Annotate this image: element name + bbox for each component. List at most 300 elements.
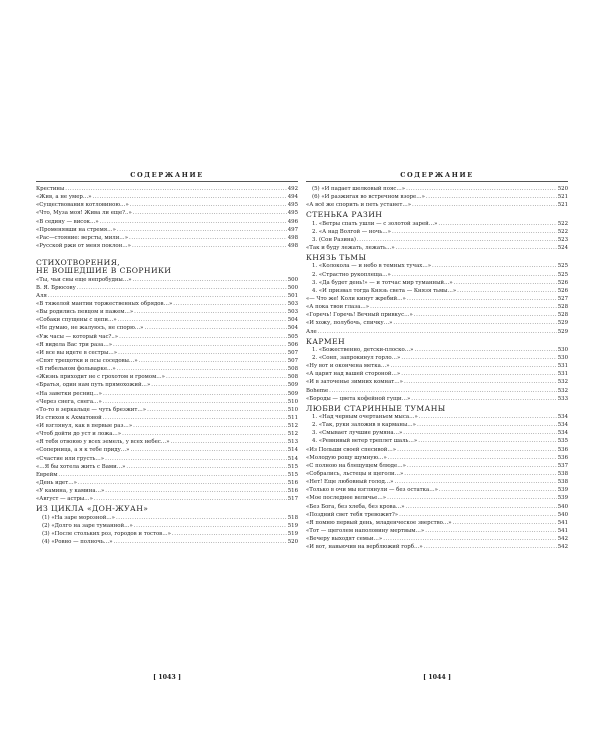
toc-entry	[36, 406, 298, 414]
toc-entry	[306, 262, 568, 270]
entry-page-number: 527	[557, 295, 568, 302]
page-title: СОДЕРЖАНИЕ	[130, 171, 204, 179]
entry-title: «В тяжелой мантии торжественных обрядов…»	[36, 300, 173, 307]
entry-title: «Только в очи мы взглянули — без остатка…»	[306, 487, 438, 494]
entry-page-number: 532	[557, 379, 568, 386]
toc-entry	[306, 387, 568, 395]
dot-leader	[103, 390, 287, 398]
entry-page-number: 506	[287, 341, 298, 348]
dot-leader	[129, 234, 287, 242]
dot-leader	[133, 422, 287, 430]
toc-entry	[306, 511, 568, 519]
dot-leader	[173, 300, 286, 308]
entry-title: «И хожу, полубочь, спичку…»	[306, 320, 393, 327]
entry-page-number: 526	[557, 279, 568, 286]
dot-leader	[414, 346, 556, 354]
entry-title: «Из Польши своей спесивой…»	[306, 446, 397, 453]
dot-leader	[387, 494, 557, 502]
entry-title: «— Что же! Коли кинут жребий…»	[306, 295, 406, 302]
dot-leader	[133, 209, 287, 217]
toc-entry	[36, 463, 298, 471]
toc-entry	[36, 292, 298, 300]
entry-page-number: 495	[287, 210, 298, 217]
toc-entry	[36, 422, 298, 430]
entry-title: «Рас—стояние: версты, мили…»	[36, 234, 128, 241]
page-number: [ 1044 ]	[423, 674, 451, 681]
entry-page-number: 508	[287, 366, 298, 373]
title-rule	[306, 181, 568, 182]
toc-entry	[36, 365, 298, 373]
dot-leader	[144, 324, 286, 332]
entry-page-number: 529	[557, 320, 568, 327]
toc-entry	[36, 234, 298, 242]
entry-page-number: 536	[557, 446, 568, 453]
entry-title: 2. «Страстно рукоплеща…»	[312, 271, 391, 278]
entry-title: 2. «Сонп, запрокинул горло…»	[312, 355, 401, 361]
dot-leader	[406, 503, 557, 511]
dot-leader	[383, 535, 557, 543]
toc-right	[306, 185, 568, 551]
entry-page-number: 541	[557, 519, 568, 526]
entry-title: «Через снега, снега…»	[36, 398, 102, 405]
entry-title: (4) «Ровно — полночь…»	[42, 539, 113, 546]
entry-title: «Спят трещотки и псы соседовы…»	[36, 357, 138, 364]
entry-title: 1. «Божественно, детски-плоско…»	[312, 346, 414, 353]
entry-page-number: 512	[287, 431, 298, 438]
entry-page-number: 510	[287, 406, 298, 413]
entry-page-number: 525	[557, 271, 568, 278]
toc-entry	[306, 201, 568, 209]
section-heading: СТЕНЬКА РАЗИН	[306, 210, 383, 220]
entry-page-number: 534	[557, 430, 568, 437]
entry-page-number: 526	[557, 287, 568, 294]
dot-leader	[118, 316, 287, 324]
entry-page-number: 515	[287, 463, 298, 470]
entry-page-number: 542	[557, 544, 568, 551]
entry-page-number: 498	[287, 234, 298, 241]
dot-leader	[117, 365, 287, 373]
dot-leader	[404, 470, 556, 478]
toc-entry	[306, 486, 568, 494]
dot-leader	[396, 244, 557, 252]
entry-page-number: 519	[287, 530, 298, 537]
entry-title: «Тот — щеголем наполовину мертвым…»	[306, 528, 425, 535]
entry-page-number: 515	[287, 471, 298, 478]
entry-page-number: 507	[287, 349, 298, 356]
entry-page-number: 530	[557, 346, 568, 353]
entry-title: Але	[306, 328, 317, 335]
dot-leader	[151, 381, 286, 389]
dot-leader	[48, 292, 287, 300]
dot-leader	[407, 462, 557, 470]
entry-title: «Вы родились певцом и пажем…»	[36, 309, 134, 316]
entry-title: «Я помню первый день, младенческое зверство…»	[306, 519, 452, 526]
dot-leader	[93, 193, 287, 201]
toc-entry	[36, 414, 298, 422]
entry-page-number: 516	[287, 480, 298, 487]
entry-page-number: 503	[287, 309, 298, 316]
dot-leader	[432, 262, 557, 270]
entry-title: «На заветки ресниц…»	[36, 390, 102, 397]
dot-leader	[94, 495, 287, 503]
toc-entry	[36, 201, 298, 209]
entry-page-number: 525	[557, 263, 568, 270]
toc-entry	[36, 514, 298, 522]
entry-title: (5) «И падает шелковый пояс…»	[312, 186, 406, 192]
toc-entry	[306, 446, 568, 454]
entry-page-number: 528	[557, 304, 568, 311]
dot-leader	[404, 378, 557, 386]
toc-group	[306, 346, 568, 403]
dot-leader	[403, 429, 556, 437]
entry-title: «Жизнь приходит не с грохотом и громом…»	[36, 374, 165, 381]
entry-page-number: 500	[287, 284, 298, 291]
entry-title: «Ну вот и окончена метка…»	[306, 363, 390, 370]
entry-page-number: 542	[557, 536, 568, 543]
dot-leader	[394, 478, 556, 486]
toc-entry	[306, 193, 568, 201]
toc-entry	[306, 478, 568, 486]
entry-page-number: 522	[557, 228, 568, 235]
page-number: [ 1043 ]	[153, 674, 181, 681]
dot-leader	[357, 236, 557, 244]
entry-title: «То-то в зеркальце — чуть брезжит…»	[36, 406, 147, 413]
title-rule	[36, 181, 298, 182]
toc-entry	[36, 487, 298, 495]
page-title: СОДЕРЖАНИЕ	[400, 171, 474, 179]
toc-entry	[306, 535, 568, 543]
dot-leader	[118, 349, 287, 357]
toc-entry	[36, 495, 298, 503]
toc-entry	[36, 390, 298, 398]
entry-page-number: 498	[287, 242, 298, 249]
toc-entry	[306, 228, 568, 236]
entry-page-number: 505	[287, 333, 298, 340]
entry-page-number: 518	[287, 514, 298, 521]
section-heading: НЕ ВОШЕДШИЕ В СБОРНИКИ	[36, 266, 172, 276]
toc-entry	[36, 341, 298, 349]
entry-page-number: 495	[287, 202, 298, 209]
entry-title: «А пока твои глаза…»	[306, 304, 370, 311]
toc-entry	[36, 333, 298, 341]
toc-entry	[306, 236, 568, 244]
entry-page-number: 528	[557, 312, 568, 319]
toc-entry	[36, 193, 298, 201]
dot-leader	[130, 446, 286, 454]
entry-page-number: 521	[557, 194, 568, 201]
entry-title: «С полною на блещущем блюде…»	[306, 462, 406, 469]
dot-leader	[392, 271, 557, 279]
entry-title: 1. «Ветры спать ушли — с золотой зарей…»	[312, 220, 438, 227]
dot-leader	[318, 328, 557, 336]
dot-leader	[122, 430, 287, 438]
dot-leader	[114, 538, 287, 546]
entry-title: Еврейм	[36, 471, 58, 478]
toc-entry	[36, 471, 298, 479]
entry-title: (6) «И разжигая во встречном взоре…»	[312, 194, 425, 201]
entry-page-number: 529	[557, 328, 568, 335]
dot-leader	[401, 354, 556, 362]
entry-page-number: 520	[287, 539, 298, 546]
toc-entry	[36, 479, 298, 487]
dot-leader	[100, 218, 287, 226]
entry-title: «Горечь! Горечь! Вечный привкус…»	[306, 312, 413, 319]
entry-title: «И все вы идете в сестры…»	[36, 349, 118, 356]
entry-page-number: 540	[557, 511, 568, 518]
dot-leader	[132, 242, 287, 250]
toc-entry	[36, 430, 298, 438]
entry-page-number: 538	[557, 471, 568, 478]
toc-entry	[306, 494, 568, 502]
dot-leader	[391, 362, 557, 370]
entry-page-number: 504	[287, 325, 298, 332]
dot-leader	[412, 201, 557, 209]
section-heading: ИЗ ЦИКЛА «ДОН-ЖУАН»	[36, 504, 149, 514]
entry-page-number: 516	[287, 488, 298, 495]
toc-entry	[306, 454, 568, 462]
entry-title: 3. «Да будет день!» — и тотчас мир туманный…»	[312, 279, 453, 286]
toc-entry	[36, 381, 298, 389]
entry-title: (3) «После стольких роз, городов и тостов…»	[42, 530, 171, 537]
entry-page-number: 531	[557, 371, 568, 378]
toc-entry	[306, 354, 568, 362]
entry-title: «Август — астры…»	[36, 496, 93, 503]
toc-entry	[306, 244, 568, 252]
entry-page-number: 511	[287, 414, 298, 421]
toc-entry	[306, 319, 568, 327]
toc-entry	[306, 295, 568, 303]
dot-leader	[393, 319, 556, 327]
dot-leader	[414, 311, 557, 319]
entry-page-number: 514	[287, 447, 298, 454]
entry-page-number: 524	[557, 245, 568, 252]
dot-leader	[392, 228, 557, 236]
toc-left	[36, 185, 298, 546]
dot-leader	[119, 333, 287, 341]
toc-entry	[36, 530, 298, 538]
entry-page-number: 539	[557, 495, 568, 502]
section-heading: КНЯЗЬ ТЬМЫ	[306, 253, 367, 263]
dot-leader	[116, 514, 287, 522]
dot-leader	[411, 395, 556, 403]
entry-title: 4. «И призвал тогда Князь света — Князя тьмы…»	[312, 287, 457, 294]
toc-entry	[306, 462, 568, 470]
toc-entry	[36, 209, 298, 217]
toc-entry	[36, 185, 298, 193]
toc-entry	[36, 538, 298, 546]
entry-page-number: 538	[557, 479, 568, 486]
entry-page-number: 508	[287, 374, 298, 381]
entry-page-number: 530	[557, 355, 568, 361]
entry-title: «И в заточенье зимних комнат…»	[306, 379, 403, 386]
entry-title: «…Я бы хотела жить с Вами…»	[36, 463, 126, 470]
toc-entry	[306, 279, 568, 287]
toc-entry	[36, 398, 298, 406]
entry-page-number: 509	[287, 382, 298, 389]
entry-title: «Счастие или грусть…»	[36, 455, 105, 462]
entry-title: «Братья, один нам путь прямохожий…»	[36, 382, 151, 389]
entry-page-number: 500	[287, 276, 298, 283]
entry-title: «Собрались, льстецы и щеголи…»	[306, 471, 404, 478]
dot-leader	[329, 387, 557, 395]
entry-page-number: 510	[287, 398, 298, 405]
entry-title: (2) «Долго на заре туманной…»	[42, 522, 133, 529]
entry-title: «Уж часы — который час?..»	[36, 333, 119, 340]
entry-title: 2. «А над Волгой — ночь…»	[312, 228, 391, 235]
entry-page-number: 539	[557, 487, 568, 494]
entry-title: «Я тебя отвоюю у всех земель, у всех небес…»	[36, 439, 170, 446]
dot-leader	[388, 454, 557, 462]
toc-entry	[306, 311, 568, 319]
entry-title: «Что, Муза моя! Жива ли еще?..»	[36, 210, 132, 217]
entry-title: «Так и буду лежать, лежать…»	[306, 245, 395, 252]
toc-entry	[306, 519, 568, 527]
toc-entry	[306, 346, 568, 354]
entry-page-number: 507	[287, 357, 298, 364]
dot-leader	[172, 530, 287, 538]
toc-entry	[306, 470, 568, 478]
toc-entry	[36, 446, 298, 454]
toc-group	[306, 220, 568, 253]
entry-page-number: 494	[287, 194, 298, 201]
entry-title: 4. «Ревнивый ветер треплет шаль…»	[312, 438, 418, 445]
dot-leader	[424, 543, 557, 551]
toc-entry	[306, 503, 568, 511]
dot-leader	[147, 406, 287, 414]
entry-title: «В седину — висок…»	[36, 218, 99, 225]
entry-page-number: 536	[557, 454, 568, 461]
toc-entry	[36, 438, 298, 446]
toc-entry	[36, 373, 298, 381]
entry-page-number: 533	[557, 395, 568, 402]
dot-leader	[166, 373, 287, 381]
dot-leader	[105, 455, 287, 463]
dot-leader	[407, 295, 557, 303]
entry-title: (1) «На заре морозной…»	[42, 514, 115, 521]
toc-group	[306, 413, 568, 551]
dot-leader	[418, 437, 557, 445]
entry-page-number: 534	[557, 422, 568, 429]
entry-title: «У камина, у камина…»	[36, 488, 105, 495]
toc-group	[36, 185, 298, 250]
toc-entry	[36, 300, 298, 308]
toc-entry	[306, 185, 568, 193]
entry-title: «Бороды — цвета кофейной гущи…»	[306, 395, 411, 402]
toc-entry	[36, 242, 298, 250]
entry-title: «Я видела Вас три раза…»	[36, 341, 113, 348]
toc-entry	[306, 437, 568, 445]
entry-title: 2. «Так, руки заложив в карманы…»	[312, 422, 416, 429]
toc-entry	[306, 287, 568, 295]
entry-page-number: 492	[287, 186, 298, 192]
entry-title: «Существования котловиною…»	[36, 202, 129, 209]
entry-page-number: 520	[557, 186, 568, 192]
entry-title: «Вечеру выходят семьи…»	[306, 536, 383, 543]
dot-leader	[417, 421, 557, 429]
right-page	[306, 0, 568, 750]
dot-leader	[139, 357, 287, 365]
dot-leader	[134, 522, 287, 530]
entry-title: Boheme	[306, 387, 329, 394]
entry-title: «Жив, а не умер…»	[36, 194, 92, 201]
dot-leader	[103, 398, 287, 406]
entry-title: «Собаки спущены с цепи…»	[36, 317, 117, 324]
dot-leader	[103, 414, 287, 422]
entry-page-number: 532	[557, 387, 568, 394]
dot-leader	[439, 486, 557, 494]
toc-entry	[306, 328, 568, 336]
entry-title: «Ты, чьи сны еще непробудны…»	[36, 276, 132, 283]
entry-page-number: 496	[287, 218, 298, 225]
dot-leader	[133, 276, 287, 284]
dot-leader	[426, 193, 557, 201]
entry-page-number: 501	[287, 292, 298, 299]
toc-entry	[306, 421, 568, 429]
toc-entry	[36, 276, 298, 284]
entry-page-number: 517	[287, 496, 298, 503]
dot-leader	[397, 446, 557, 454]
entry-page-number: 514	[287, 455, 298, 462]
dot-leader	[454, 279, 557, 287]
toc-entry	[306, 271, 568, 279]
entry-title: «И вот, навьючив на верблюжий горб…»	[306, 544, 423, 551]
entry-page-number: 534	[557, 414, 568, 421]
entry-title: 1. «Колокола — и небо в темных тучах…»	[312, 263, 432, 270]
toc-entry	[306, 429, 568, 437]
entry-page-number: 537	[557, 462, 568, 469]
dot-leader	[370, 303, 557, 311]
dot-leader	[457, 287, 557, 295]
dot-leader	[401, 370, 557, 378]
entry-page-number: 521	[557, 202, 568, 209]
entry-page-number: 535	[557, 438, 568, 445]
entry-page-number: 519	[287, 522, 298, 529]
toc-entry	[306, 543, 568, 551]
dot-leader	[58, 471, 286, 479]
entry-title: «Поздний свет тебя тревожит?»	[306, 511, 399, 518]
dot-leader	[406, 185, 557, 193]
entry-page-number: 512	[287, 423, 298, 430]
dot-leader	[78, 479, 287, 487]
entry-page-number: 540	[557, 503, 568, 510]
toc-entry	[306, 395, 568, 403]
toc-entry	[36, 316, 298, 324]
toc-entry	[36, 455, 298, 463]
entry-title: 1. «Над черным очертаньем мыса…»	[312, 414, 418, 421]
entry-title: 3. (Сон Разина)	[312, 236, 356, 243]
toc-entry	[36, 308, 298, 316]
entry-page-number: 504	[287, 317, 298, 324]
entry-page-number: 509	[287, 390, 298, 397]
entry-title: «А царит над вашей стороной…»	[306, 371, 401, 378]
dot-leader	[171, 438, 287, 446]
entry-title: Аля	[36, 292, 47, 299]
entry-page-number: 531	[557, 363, 568, 370]
dot-leader	[113, 341, 287, 349]
entry-title: «И взглянул, как в первые раз…»	[36, 423, 133, 430]
dot-leader	[126, 463, 286, 471]
entry-page-number: 541	[557, 528, 568, 535]
dot-leader	[438, 220, 556, 228]
dot-leader	[105, 487, 286, 495]
entry-title: Крестины	[36, 186, 65, 192]
toc-entry	[306, 413, 568, 421]
toc-entry	[306, 303, 568, 311]
dot-leader	[117, 226, 287, 234]
toc-group	[306, 262, 568, 335]
toc-entry	[306, 370, 568, 378]
entry-page-number: 497	[287, 226, 298, 233]
